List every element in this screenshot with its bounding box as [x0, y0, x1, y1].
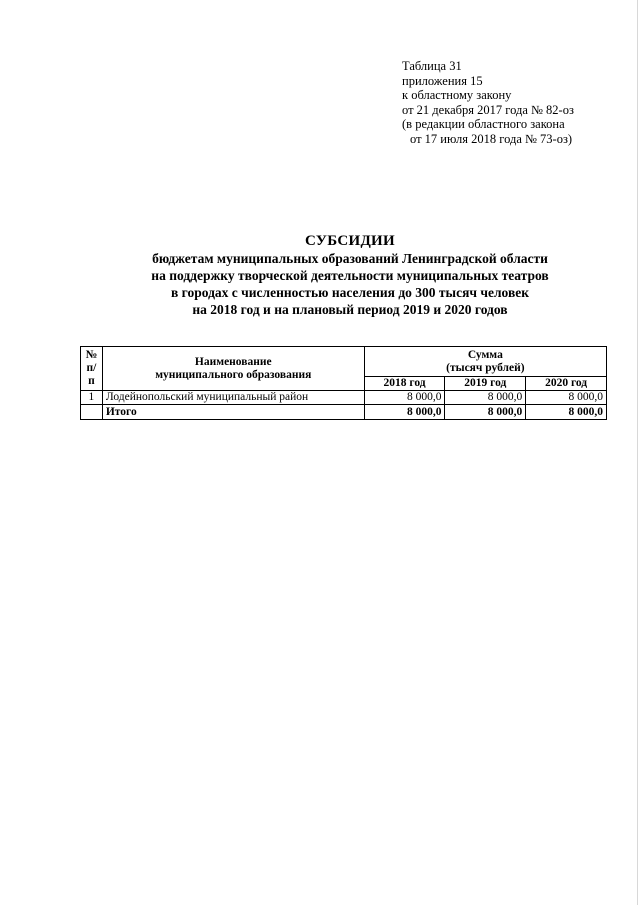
header-num-symbol: №: [85, 349, 98, 361]
appendix-line-date: от 21 декабря 2017 года № 82-оз: [402, 102, 574, 117]
table-total-row: [81, 405, 607, 420]
appendix-line-revision: (в редакции областного закона: [402, 117, 565, 132]
appendix-line-law: к областному закону: [402, 88, 512, 103]
row-value-2020: 8 000,0: [526, 391, 607, 405]
total-value-2019: 8 000,0: [445, 405, 526, 420]
subsidy-table: [80, 346, 607, 420]
row-value-2019: 8 000,0: [445, 391, 526, 405]
header-sum-cell: [364, 347, 606, 377]
appendix-line-appendix: приложения 15: [402, 73, 483, 88]
header-name-line2: муниципального образования: [155, 368, 312, 381]
total-label: Итого: [102, 405, 364, 420]
title-line-2: на поддержку творческой деятельности муниципальных театров: [151, 268, 549, 283]
table-header-row: [81, 347, 607, 377]
header-year-2019: 2019 год: [445, 377, 526, 391]
document-title: СУБСИДИИ: [304, 233, 395, 249]
total-empty-cell: [81, 405, 103, 420]
header-num-abbr: п/п: [86, 362, 97, 387]
title-line-3: в городах с численностью населения до 300 тысяч человек: [170, 285, 530, 300]
total-value-2018: 8 000,0: [364, 405, 445, 420]
document-title-block: [60, 232, 640, 318]
row-value-2018: 8 000,0: [364, 391, 445, 405]
title-line-1: бюджетам муниципальных образований Ленинградской области: [152, 251, 548, 266]
appendix-line-table: Таблица 31: [402, 59, 462, 73]
row-number: 1: [81, 391, 103, 405]
row-municipality-name: Лодейнопольский муниципальный район: [102, 391, 364, 405]
scan-edge-line: [637, 0, 638, 905]
header-num-cell: [81, 347, 103, 391]
header-year-2018: 2018 год: [364, 377, 445, 391]
total-value-2020: 8 000,0: [526, 405, 607, 420]
header-name-line1: Наименование: [194, 355, 272, 368]
header-sum-unit: (тысяч рублей): [446, 361, 525, 374]
header-name-cell: [102, 347, 364, 391]
table-row: [81, 391, 607, 405]
appendix-line-revision-date: от 17 июля 2018 года № 73-оз): [410, 131, 573, 146]
title-line-4: на 2018 год и на плановый период 2019 и 2020 годов: [192, 302, 508, 317]
appendix-reference: [402, 59, 574, 147]
header-sum-label: Сумма: [467, 348, 503, 361]
header-year-2020: 2020 год: [526, 377, 607, 391]
